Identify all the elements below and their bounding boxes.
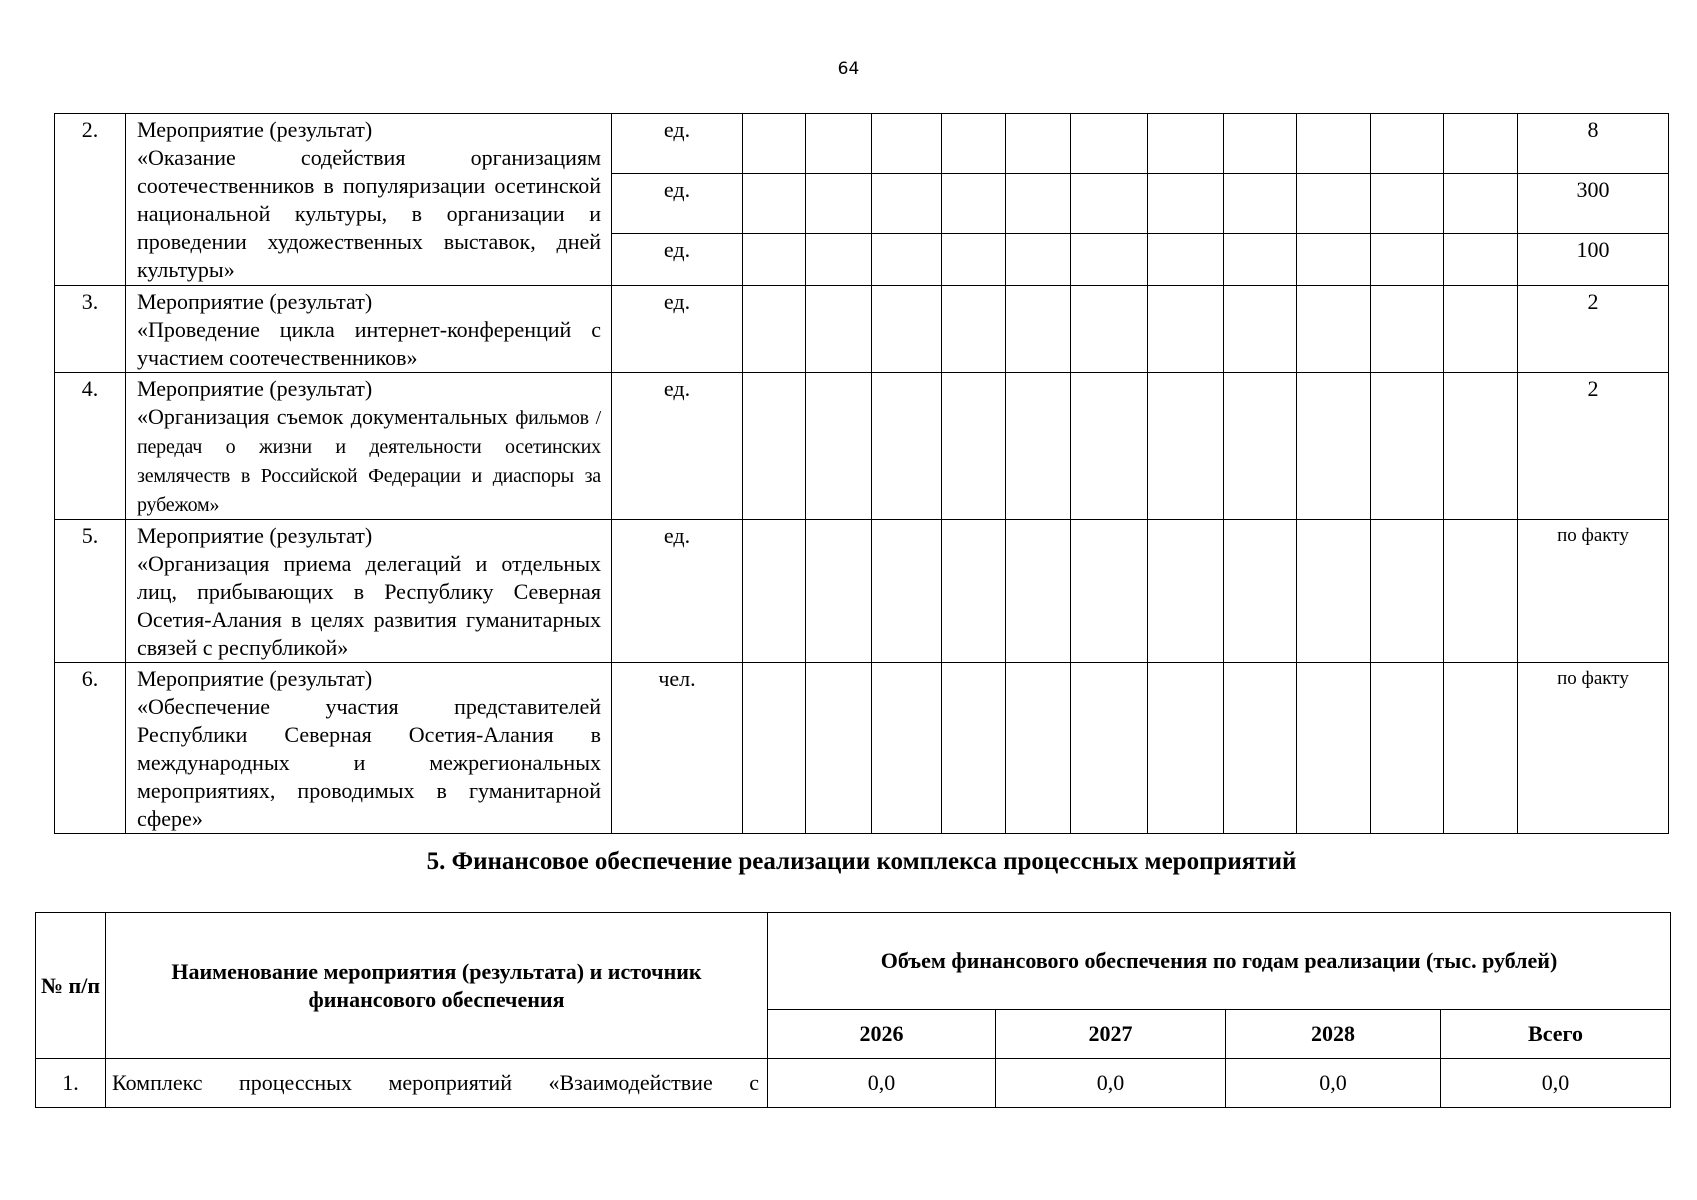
empty-cell bbox=[1071, 520, 1148, 663]
empty-cell bbox=[1444, 114, 1518, 174]
value-cell: 8 bbox=[1518, 114, 1669, 174]
empty-cell bbox=[1148, 286, 1224, 373]
empty-cell bbox=[1071, 663, 1148, 834]
empty-cell bbox=[1371, 114, 1444, 174]
empty-cell bbox=[806, 663, 872, 834]
empty-cell bbox=[1006, 373, 1071, 520]
empty-cell bbox=[1071, 114, 1148, 174]
empty-cell bbox=[1148, 520, 1224, 663]
empty-cell bbox=[942, 373, 1006, 520]
header-year: 2027 bbox=[996, 1010, 1226, 1059]
measure-title: «Обеспечение участия представителей Республики Северная Осетия-Алания в международных и межрегиональных мероприятиях, проводимых в гуманитарной сфере» bbox=[137, 694, 601, 831]
measure-name bbox=[126, 114, 612, 286]
row-number: 1. bbox=[36, 1059, 106, 1108]
row-number: 4. bbox=[55, 373, 126, 520]
empty-cell bbox=[1006, 174, 1071, 234]
empty-cell bbox=[1371, 286, 1444, 373]
header-num: № п/п bbox=[36, 913, 106, 1059]
empty-cell bbox=[1297, 114, 1371, 174]
empty-cell bbox=[743, 174, 806, 234]
measure-prefix: Мероприятие (результат) bbox=[137, 289, 373, 314]
header-row bbox=[36, 913, 1671, 1010]
empty-cell bbox=[1071, 286, 1148, 373]
value-cell: по факту bbox=[1518, 663, 1669, 834]
value-cell: 100 bbox=[1518, 234, 1669, 286]
empty-cell bbox=[1006, 286, 1071, 373]
value-cell: 300 bbox=[1518, 174, 1669, 234]
row-number: 3. bbox=[55, 286, 126, 373]
value-cell: 2 bbox=[1518, 286, 1669, 373]
empty-cell bbox=[1148, 373, 1224, 520]
empty-cell bbox=[1148, 234, 1224, 286]
empty-cell bbox=[1297, 520, 1371, 663]
header-year: 2028 bbox=[1226, 1010, 1441, 1059]
value-cell: 2 bbox=[1518, 373, 1669, 520]
empty-cell bbox=[1071, 234, 1148, 286]
empty-cell bbox=[1224, 663, 1297, 834]
empty-cell bbox=[1297, 373, 1371, 520]
measure-prefix: Мероприятие (результат) bbox=[137, 117, 373, 142]
empty-cell bbox=[1371, 174, 1444, 234]
measure-prefix: Мероприятие (результат) bbox=[137, 376, 373, 401]
empty-cell bbox=[872, 373, 942, 520]
empty-cell bbox=[1148, 114, 1224, 174]
value-cell: 0,0 bbox=[996, 1059, 1226, 1108]
empty-cell bbox=[1071, 373, 1148, 520]
header-volume: Объем финансового обеспечения по годам реализации (тыс. рублей) bbox=[768, 913, 1671, 1010]
row-name: Комплекс процессных мероприятий «Взаимодействие с bbox=[106, 1059, 768, 1108]
table-row bbox=[55, 286, 1669, 373]
measure-title: «Организация съемок документальных bbox=[137, 404, 508, 429]
empty-cell bbox=[1148, 174, 1224, 234]
table-row bbox=[55, 520, 1669, 663]
empty-cell bbox=[743, 373, 806, 520]
empty-cell bbox=[1297, 286, 1371, 373]
empty-cell bbox=[872, 174, 942, 234]
empty-cell bbox=[1444, 286, 1518, 373]
unit-cell: ед. bbox=[612, 373, 743, 520]
empty-cell bbox=[872, 286, 942, 373]
empty-cell bbox=[806, 520, 872, 663]
empty-cell bbox=[743, 663, 806, 834]
empty-cell bbox=[1006, 520, 1071, 663]
unit-cell: чел. bbox=[612, 663, 743, 834]
row-number: 5. bbox=[55, 520, 126, 663]
empty-cell bbox=[1297, 174, 1371, 234]
empty-cell bbox=[1371, 520, 1444, 663]
empty-cell bbox=[743, 114, 806, 174]
measures-table bbox=[54, 113, 1669, 834]
empty-cell bbox=[942, 114, 1006, 174]
empty-cell bbox=[1224, 286, 1297, 373]
empty-cell bbox=[1371, 234, 1444, 286]
empty-cell bbox=[1444, 234, 1518, 286]
empty-cell bbox=[806, 286, 872, 373]
empty-cell bbox=[1444, 373, 1518, 520]
table-row bbox=[55, 114, 1669, 174]
empty-cell bbox=[942, 174, 1006, 234]
empty-cell bbox=[743, 234, 806, 286]
unit-cell: ед. bbox=[612, 114, 743, 174]
empty-cell bbox=[942, 234, 1006, 286]
empty-cell bbox=[1297, 663, 1371, 834]
header-name: Наименование мероприятия (результата) и источник финансового обеспечения bbox=[106, 913, 768, 1059]
section-title: 5. Финансовое обеспечение реализации комплекса процессных мероприятий bbox=[426, 848, 1297, 875]
empty-cell bbox=[1371, 373, 1444, 520]
finance-table bbox=[35, 912, 1671, 1108]
unit-cell: ед. bbox=[612, 286, 743, 373]
empty-cell bbox=[872, 520, 942, 663]
unit-cell: ед. bbox=[612, 520, 743, 663]
table-row bbox=[55, 663, 1669, 834]
measure-title: «Оказание содействия организациям соотечественников в популяризации осетинской национальной культуры, в организации и проведении художественных выставок, дней культуры» bbox=[137, 145, 601, 282]
measure-prefix: Мероприятие (результат) bbox=[137, 666, 373, 691]
table-row bbox=[36, 1059, 1671, 1108]
empty-cell bbox=[1006, 663, 1071, 834]
unit-cell: ед. bbox=[612, 174, 743, 234]
measure-title-cont: фильмов /передач о жизни и деятельности осетинских землячеств в Российской Федерации и диаспоры за рубежом» bbox=[137, 407, 601, 516]
empty-cell bbox=[806, 373, 872, 520]
empty-cell bbox=[806, 114, 872, 174]
empty-cell bbox=[1444, 520, 1518, 663]
table-row bbox=[55, 373, 1669, 520]
empty-cell bbox=[942, 286, 1006, 373]
empty-cell bbox=[872, 114, 942, 174]
empty-cell bbox=[1371, 663, 1444, 834]
empty-cell bbox=[1071, 174, 1148, 234]
empty-cell bbox=[1006, 234, 1071, 286]
header-year: 2026 bbox=[768, 1010, 996, 1059]
empty-cell bbox=[1224, 114, 1297, 174]
empty-cell bbox=[1444, 174, 1518, 234]
measure-title: «Организация приема делегаций и отдельных лиц, прибывающих в Республику Северная Осетия-Алания в целях развития гуманитарных связей с республикой» bbox=[137, 551, 601, 660]
measure-name bbox=[126, 373, 612, 520]
empty-cell bbox=[806, 234, 872, 286]
value-cell: по факту bbox=[1518, 520, 1669, 663]
empty-cell bbox=[1224, 174, 1297, 234]
measure-name bbox=[126, 286, 612, 373]
empty-cell bbox=[806, 174, 872, 234]
empty-cell bbox=[1224, 234, 1297, 286]
value-cell: 0,0 bbox=[1441, 1059, 1671, 1108]
empty-cell bbox=[1297, 234, 1371, 286]
empty-cell bbox=[942, 663, 1006, 834]
empty-cell bbox=[1148, 663, 1224, 834]
unit-cell: ед. bbox=[612, 234, 743, 286]
empty-cell bbox=[743, 286, 806, 373]
empty-cell bbox=[872, 663, 942, 834]
empty-cell bbox=[1006, 114, 1071, 174]
empty-cell bbox=[1224, 373, 1297, 520]
row-number: 6. bbox=[55, 663, 126, 834]
value-cell: 0,0 bbox=[1226, 1059, 1441, 1108]
page-number: 64 bbox=[837, 59, 860, 79]
measure-name bbox=[126, 520, 612, 663]
header-total: Всего bbox=[1441, 1010, 1671, 1059]
empty-cell bbox=[942, 520, 1006, 663]
measure-prefix: Мероприятие (результат) bbox=[137, 523, 373, 548]
measure-title: «Проведение цикла интернет-конференций с участием соотечественников» bbox=[137, 317, 601, 370]
row-number: 2. bbox=[55, 114, 126, 286]
measure-name bbox=[126, 663, 612, 834]
empty-cell bbox=[1224, 520, 1297, 663]
empty-cell bbox=[1444, 663, 1518, 834]
empty-cell bbox=[743, 520, 806, 663]
value-cell: 0,0 bbox=[768, 1059, 996, 1108]
empty-cell bbox=[872, 234, 942, 286]
